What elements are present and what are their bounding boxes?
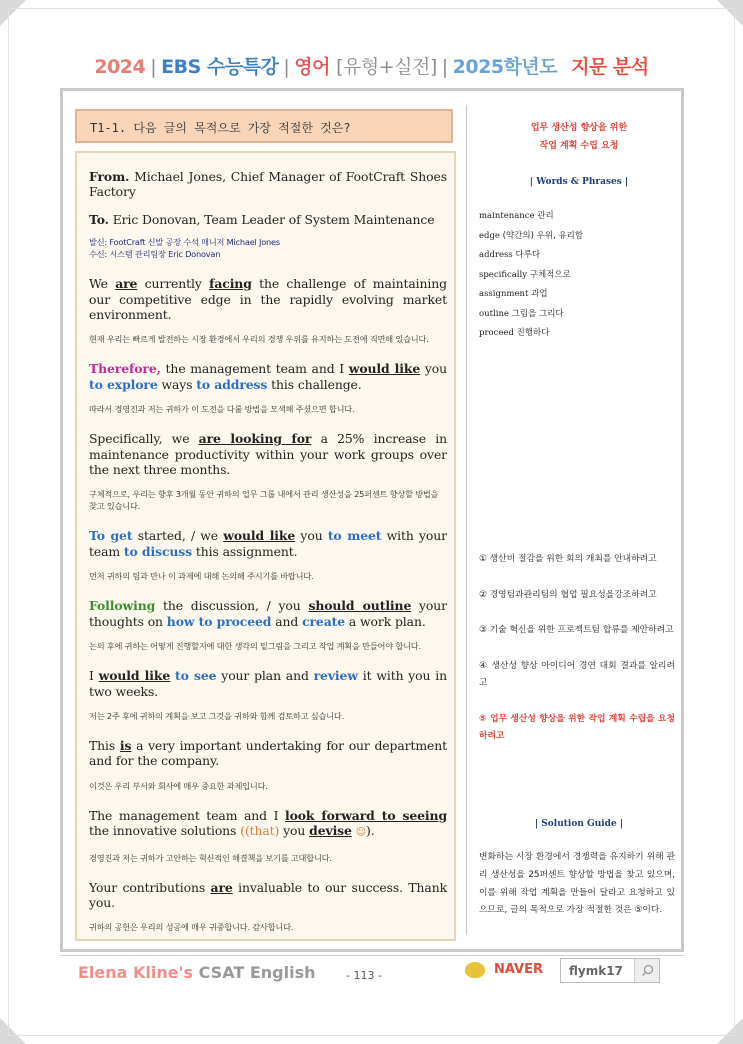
translation-3: 구체적으로, 우리는 향후 3개월 동안 귀하의 업무 그룹 내에서 관리 생산성을 25퍼센트 향상할 방법을 찾고 있습니다. xyxy=(89,489,439,512)
header-separator: | xyxy=(283,56,290,78)
choice-2: ② 경영팀과관리팀의 협업 필요성을강조하려고 xyxy=(479,589,657,600)
sentence-1: We are currently facing the challenge of maintaining our competitive edge in the rapidly evolving market environment. xyxy=(89,276,447,323)
translation-1: 현재 우리는 빠르게 발전하는 시장 환경에서 우리의 경쟁 우위를 유지하는 도전에 직면해 있습니다. xyxy=(89,334,429,345)
choice-3: ③ 기술 혁신을 위한 프로젝트팀 합류를 제안하려고 xyxy=(479,625,674,635)
sender-receiver-translation: 발신: FootCraft 신발 공장 수석 매니저 Michael Jones 수신: 시스템 관리팀장 Eric Donovan xyxy=(89,237,280,260)
header-separator: | xyxy=(150,56,157,78)
translation-4: 먼저 귀하의 팀과 만나 이 과제에 대해 논의해 주시기를 바랍니다. xyxy=(89,571,314,582)
question-title: T1-1. 다음 글의 목적으로 가장 적절한 것은? xyxy=(75,109,453,143)
choice-1: ① 생산비 절감을 위한 회의 개최를 안내하려고 xyxy=(479,554,657,564)
header-separator: | xyxy=(441,56,448,78)
translation-6: 저는 2주 후에 귀하의 계획을 보고 그것을 귀하와 함께 검토하고 싶습니다. xyxy=(89,710,345,721)
vocab-item: assignment 과업 xyxy=(479,289,548,299)
header-type: [유형+실전] xyxy=(336,56,437,78)
content-box xyxy=(60,88,684,952)
from-line: From. Michael Jones, Chief Manager of FootCraft Shoes Factory xyxy=(89,169,447,200)
translation-7: 이것은 우리 부서와 회사에 매우 중요한 과제입니다. xyxy=(89,780,268,791)
footer-divider xyxy=(60,955,684,956)
vocab-item: address 다루다 xyxy=(479,250,541,260)
header-school-year: 2025학년도 xyxy=(452,56,558,78)
column-divider xyxy=(466,105,467,935)
header-analysis: 지문 분석 xyxy=(571,56,649,78)
sentence-8: The management team and I look forward to seeing the innovative solutions ((that) you devise ☺). xyxy=(89,807,448,839)
page-header xyxy=(0,52,743,79)
choice-4: ④ 생산성 향상 아이디어 경연 대회 결과를 알리려고 xyxy=(479,660,675,688)
solution-guide-title: | Solution Guide | xyxy=(534,819,624,829)
translation-2: 따라서 경영진과 저는 귀하가 이 도전을 다룰 방법을 모색해 주셨으면 합니다. xyxy=(89,404,355,415)
sentence-6: I would like to see your plan and review it with you in two weeks. xyxy=(89,668,448,699)
passage-summary: 업무 생산성 향상을 위한 작업 계획 수립 요청 xyxy=(530,123,628,151)
sentence-5: Following the discussion, / you should outline your thoughts on how to proceed and create a work plan. xyxy=(89,598,447,629)
vocab-item: edge (약간의) 우위, 유리함 xyxy=(479,230,584,241)
choice-5-correct: ⑤ 업무 생산성 향상을 위한 작업 계획 수립을 요청하려고 xyxy=(479,713,675,741)
search-input[interactable]: flymk17 xyxy=(569,964,623,978)
sentence-2: Therefore, the management team and I would like you to explore ways to address this challenge. xyxy=(89,361,447,392)
naver-logo: NAVER xyxy=(494,962,544,977)
vocab-item: maintenance 관리 xyxy=(479,211,554,221)
header-brand: EBS 수능특강 xyxy=(161,56,279,78)
vocab-item: specifically 구체적으로 xyxy=(479,269,571,280)
naver-bee-icon xyxy=(465,962,485,978)
to-line: To. Eric Donovan, Team Leader of System Maintenance xyxy=(89,211,435,227)
translation-8: 경영진과 저는 귀하가 고안하는 혁신적인 해결책을 보기를 고대합니다. xyxy=(89,852,332,863)
page-number: - 113 - xyxy=(346,969,382,982)
vocab-item: outline 그림을 그리다 xyxy=(479,308,564,319)
search-icon xyxy=(641,964,654,977)
solution-guide-text: 변화하는 시장 환경에서 경쟁력을 유지하기 위해 관리 생산성을 25퍼센트 향상할 방법을 찾고 있으며, 이를 위해 작업 계획을 만들어 달라고 요청하고 있으므로, 글의 목적으로 가장 적절한 것은 ⑤이다. xyxy=(479,852,675,916)
search-button[interactable] xyxy=(634,959,659,982)
translation-5: 논의 후에 귀하는 어떻게 진행할지에 대한 생각의 밑그림을 그리고 작업 계획을 만들어야 합니다. xyxy=(89,641,421,652)
footer-author: Elena Kline's CSAT English xyxy=(78,963,316,982)
answer-choices xyxy=(479,551,675,764)
vocab-item: proceed 진행하다 xyxy=(479,328,550,338)
blog-search-box[interactable] xyxy=(560,958,660,983)
header-year: 2024 xyxy=(94,56,146,78)
sentence-9: Your contributions are invaluable to our success. Thank you. xyxy=(89,879,447,910)
header-subject: 영어 xyxy=(294,56,330,78)
words-phrases-title: | Words & Phrases | xyxy=(529,177,629,187)
passage-panel xyxy=(75,151,456,941)
smile-icon: ☺ xyxy=(355,827,367,839)
sentence-7: This is a very important undertaking for our department and for the company. xyxy=(89,737,447,769)
vocab-list xyxy=(479,207,679,344)
sentence-4: To get started, / we would like you to meet with your team to discuss this assignment. xyxy=(89,528,447,559)
translation-9: 귀하의 공헌은 우리의 성공에 매우 귀중합니다. 감사합니다. xyxy=(89,922,294,933)
sentence-3: Specifically, we are looking for a 25% increase in maintenance productivity within your work groups over the next three months. xyxy=(89,431,447,478)
